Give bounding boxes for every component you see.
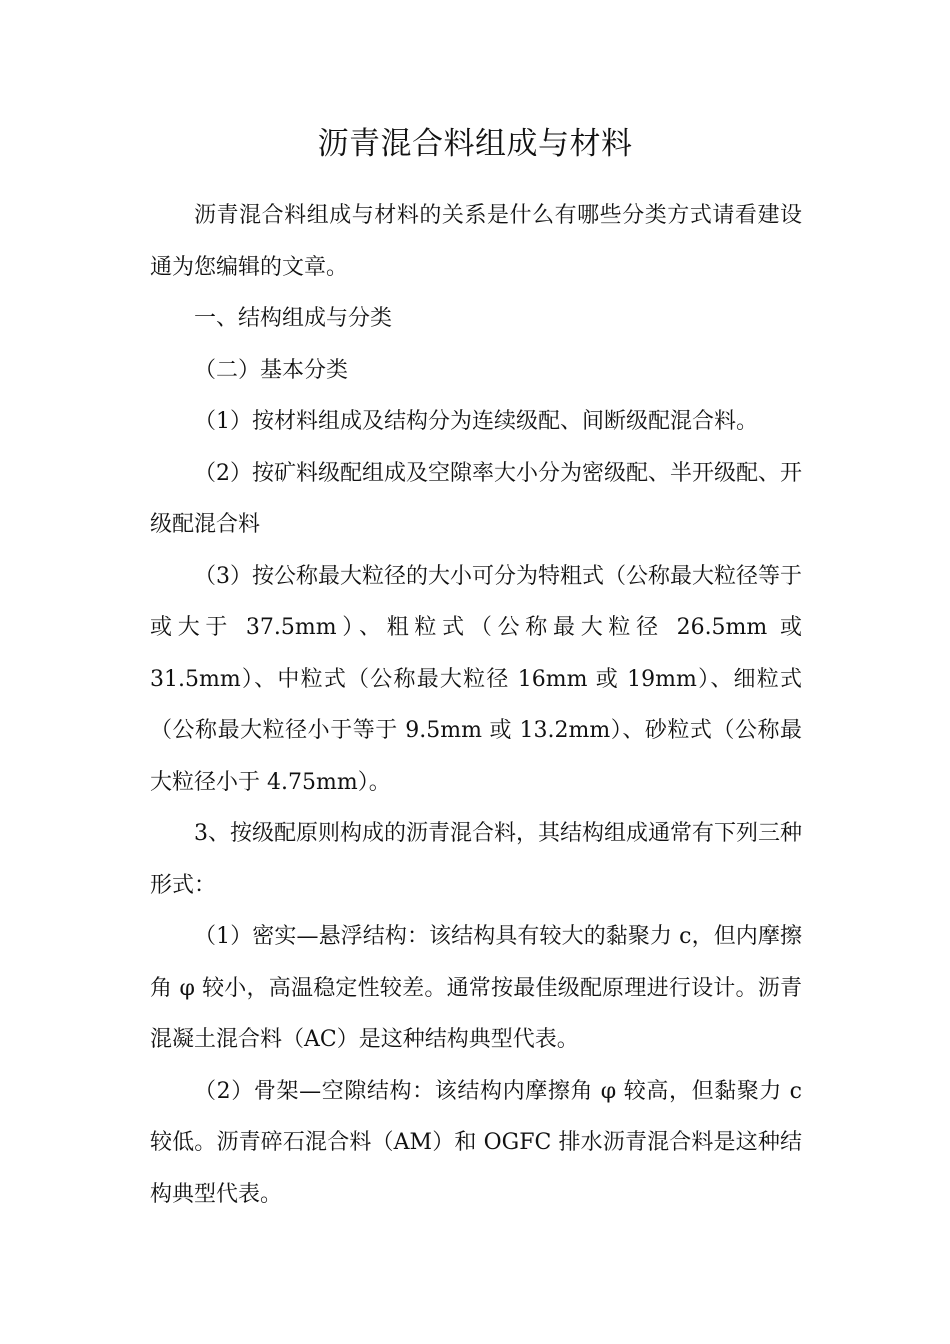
section-heading-structure: 一、结构组成与分类: [194, 306, 393, 331]
subsection-heading-basic-classification: （二）基本分类: [194, 357, 349, 383]
paragraph-structure-forms: 3、按级配原则构成的沥青混合料，其结构组成通常有下列三种形式：: [150, 821, 802, 898]
paragraph-skeleton-void: （2）骨架—空隙结构：该结构内摩擦角 φ 较高，但黏聚力 c 较低。沥青碎石混合料（AM）和 OGFC 排水沥青混合料是这种结构典型代表。: [150, 1078, 802, 1207]
paragraph-classification-1: （1）按材料组成及结构分为连续级配、间断级配混合料。: [194, 409, 758, 434]
paragraph-intro: 沥青混合料组成与材料的关系是什么有哪些分类方式请看建设通为您编辑的文章。: [150, 203, 802, 280]
document-body: [150, 190, 802, 1220]
paragraph-classification-2: （2）按矿料级配组成及空隙率大小分为密级配、半开级配、开级配混合料: [150, 460, 802, 537]
document-title: 沥青混合料组成与材料: [317, 126, 633, 162]
paragraph-classification-3: （3）按公称最大粒径的大小可分为特粗式（公称最大粒径等于或大于 37.5mm）、粗粒式（公称最大粒径 26.5mm 或 31.5mm）、中粒式（公称最大粒径 16mm 或 19mm）、细粒式（公称最大粒径小于等于 9.5mm 或 13.2mm）、砂粒式（公称最大粒径小于 4.75mm）。: [150, 563, 802, 795]
paragraph-dense-suspended: （1）密实—悬浮结构：该结构具有较大的黏聚力 c，但内摩擦角 φ 较小，高温稳定性较差。通常按最佳级配原理进行设计。沥青混凝土混合料（AC）是这种结构典型代表。: [150, 924, 802, 1052]
